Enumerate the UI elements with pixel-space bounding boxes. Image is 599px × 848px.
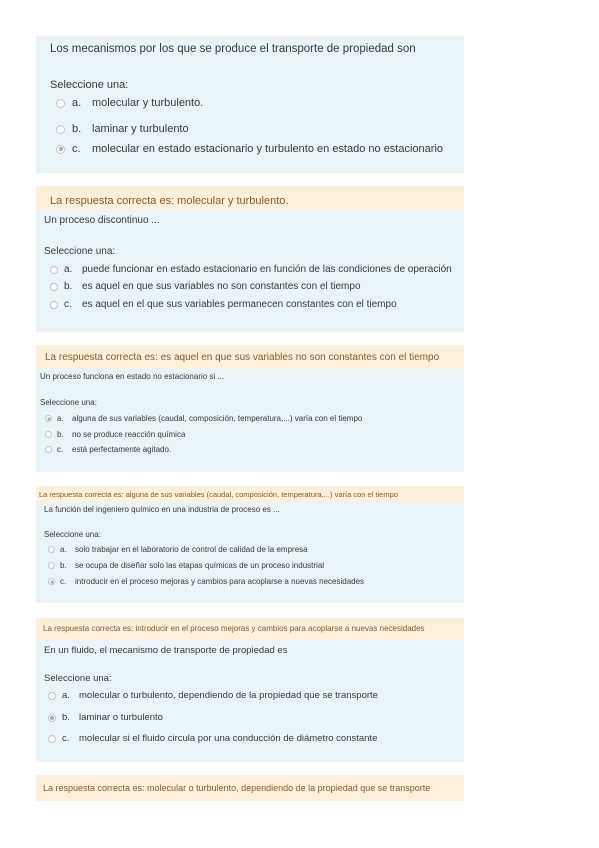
radio-button[interactable] xyxy=(50,266,58,274)
option-letter: b. xyxy=(62,712,70,723)
radio-button[interactable] xyxy=(50,283,58,291)
option-text: está perfectamente agitado. xyxy=(72,445,172,454)
option-letter: c. xyxy=(72,143,81,155)
answer-option[interactable] xyxy=(48,544,308,555)
answer-option[interactable] xyxy=(45,429,185,440)
question-text: La función del ingeniero químico en una industria de proceso es ... xyxy=(44,505,280,514)
radio-button[interactable] xyxy=(48,546,55,553)
option-text: molecular si el fluido circula por una conducción de diámetro constante xyxy=(79,733,378,744)
select-label: Seleccione una: xyxy=(44,530,101,539)
select-label: Seleccione una: xyxy=(40,398,97,407)
question-text: Los mecanismos por los que se produce el transporte de propiedad son xyxy=(50,43,416,55)
select-label: Seleccione una: xyxy=(50,79,129,91)
radio-button[interactable] xyxy=(45,431,52,438)
option-text: se ocupa de diseñar solo las etapas químicas de un proceso industrial xyxy=(75,561,325,570)
radio-button-selected[interactable] xyxy=(48,578,55,585)
radio-button[interactable] xyxy=(56,125,65,134)
option-text: laminar y turbulento xyxy=(92,123,189,135)
radio-button[interactable] xyxy=(48,692,56,700)
radio-button[interactable] xyxy=(56,99,65,108)
option-letter: c. xyxy=(62,733,70,744)
answer-option[interactable] xyxy=(48,576,364,587)
option-letter: b. xyxy=(72,123,82,135)
option-letter: a. xyxy=(57,414,64,423)
question-text: Un proceso funciona en estado no estacionario si ... xyxy=(40,372,225,381)
option-letter: b. xyxy=(57,430,64,439)
option-text: puede funcionar en estado estacionario en función de las condiciones de operación xyxy=(82,264,452,275)
answer-option[interactable] xyxy=(48,560,324,571)
option-text: es aquel en que sus variables no son constantes con el tiempo xyxy=(82,281,361,292)
option-letter: a. xyxy=(60,545,67,554)
answer-option[interactable] xyxy=(48,732,377,745)
option-text: solo trabajar en el laboratorio de control de calidad de la empresa xyxy=(75,545,308,554)
radio-button[interactable] xyxy=(48,562,55,569)
answer-option[interactable] xyxy=(50,280,361,293)
answer-option[interactable] xyxy=(48,711,163,724)
option-letter: c. xyxy=(64,299,72,310)
radio-button[interactable] xyxy=(48,735,56,743)
option-letter: b. xyxy=(64,281,73,292)
option-letter: b. xyxy=(60,561,67,570)
radio-button-selected[interactable] xyxy=(56,145,65,154)
feedback-banner: La respuesta correcta es: es aquel en que sus variables no son constantes con el tiempo xyxy=(36,345,464,369)
radio-button[interactable] xyxy=(50,301,58,309)
option-text: no se produce reacción química xyxy=(72,430,186,439)
option-letter: c. xyxy=(60,577,67,586)
answer-option[interactable] xyxy=(45,444,171,455)
feedback-banner: La respuesta correcta es: introducir en el proceso mejoras y cambios para acoplarse a nuevas necesidades xyxy=(36,618,464,640)
answer-option[interactable] xyxy=(48,689,378,702)
answer-option[interactable] xyxy=(56,122,189,136)
option-text: laminar o turbulento xyxy=(79,712,163,723)
option-letter: a. xyxy=(72,97,82,109)
option-text: introducir en el proceso mejoras y cambios para acoplarse a nuevas necesidades xyxy=(75,577,365,586)
answer-option[interactable] xyxy=(50,263,452,276)
option-letter: c. xyxy=(57,445,64,454)
option-letter: a. xyxy=(64,264,73,275)
answer-option[interactable] xyxy=(56,142,443,156)
select-label: Seleccione una: xyxy=(44,246,116,257)
option-text: molecular o turbulento, dependiendo de la propiedad que se transporte xyxy=(79,690,378,701)
option-text: molecular en estado estacionario y turbulento en estado no estacionario xyxy=(92,143,444,155)
option-text: molecular y turbulento. xyxy=(92,97,204,109)
feedback-banner: La respuesta correcta es: alguna de sus variables (caudal, composición, temperatura,...) varía con el tiempo xyxy=(36,486,464,503)
option-text: alguna de sus variables (caudal, composición, temperatura,...) varía con el tiempo xyxy=(72,414,363,423)
feedback-banner: La respuesta correcta es: molecular o turbulento, dependiendo de la propiedad que se transporte xyxy=(36,775,464,801)
radio-button-selected[interactable] xyxy=(45,415,52,422)
feedback-banner: La respuesta correcta es: molecular y turbulento. xyxy=(36,186,464,210)
answer-option[interactable] xyxy=(45,413,362,424)
option-text: es aquel en el que sus variables permanecen constantes con el tiempo xyxy=(82,299,397,310)
radio-button-selected[interactable] xyxy=(48,714,56,722)
answer-option[interactable] xyxy=(50,298,397,311)
radio-button[interactable] xyxy=(45,446,52,453)
question-text: En un fluido, el mecanismo de transporte de propiedad es xyxy=(44,645,288,656)
answer-option[interactable] xyxy=(56,96,203,110)
question-text: Un proceso discontinuo ... xyxy=(44,215,160,226)
select-label: Seleccione una: xyxy=(44,673,112,684)
option-letter: a. xyxy=(62,690,70,701)
